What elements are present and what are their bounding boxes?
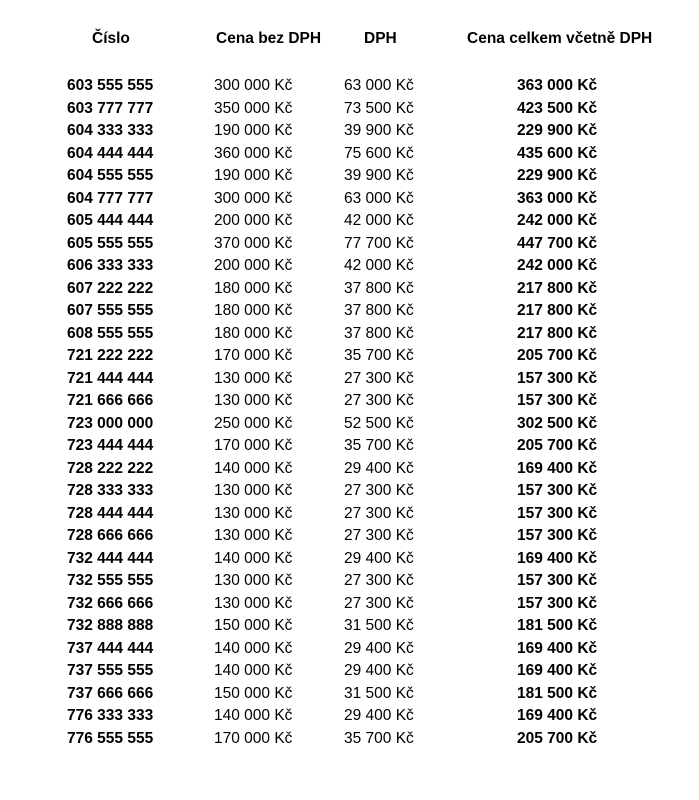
cell-dph: 29 400 Kč <box>344 549 414 567</box>
cell-cena-celkem: 181 500 Kč <box>517 617 598 634</box>
cell-cena-celkem: 217 800 Kč <box>517 324 598 342</box>
cell-cislo: 604 444 444 <box>67 144 154 162</box>
table-row <box>0 188 699 211</box>
header-cena-celkem: Cena celkem včetně DPH <box>467 30 653 47</box>
cell-cena-bez-dph: 130 000 Kč <box>214 572 293 589</box>
header-dph: DPH <box>364 30 397 47</box>
cell-cislo: 728 444 444 <box>67 504 154 522</box>
cell-dph: 63 000 Kč <box>344 189 414 207</box>
cell-cena-bez-dph: 190 000 Kč <box>214 122 293 139</box>
cell-cena-celkem: 169 400 Kč <box>517 639 598 657</box>
cell-cena-bez-dph: 370 000 Kč <box>214 234 293 252</box>
cell-cislo: 721 444 444 <box>67 369 154 387</box>
cell-cislo: 737 444 444 <box>67 639 154 657</box>
cell-cena-bez-dph: 300 000 Kč <box>214 77 293 94</box>
cell-cena-bez-dph: 200 000 Kč <box>214 212 293 229</box>
cell-cena-celkem: 242 000 Kč <box>517 212 598 229</box>
table-row <box>0 143 699 166</box>
cell-cena-celkem: 229 900 Kč <box>517 167 598 184</box>
cell-cislo: 776 555 555 <box>67 729 154 747</box>
cell-cena-bez-dph: 140 000 Kč <box>214 639 293 657</box>
cell-dph: 35 700 Kč <box>344 729 414 747</box>
cell-cena-bez-dph: 250 000 Kč <box>214 414 293 432</box>
header-cislo: Číslo <box>92 30 130 47</box>
cell-cena-celkem: 169 400 Kč <box>517 549 598 567</box>
cell-cena-bez-dph: 140 000 Kč <box>214 549 293 567</box>
table-row <box>0 75 699 98</box>
cell-cislo: 721 222 222 <box>67 347 154 364</box>
cell-cena-bez-dph: 170 000 Kč <box>214 729 293 747</box>
cell-dph: 31 500 Kč <box>344 684 414 702</box>
table-row <box>0 638 699 661</box>
cell-cena-bez-dph: 170 000 Kč <box>214 347 293 364</box>
cell-cena-celkem: 157 300 Kč <box>517 572 598 589</box>
cell-dph: 27 300 Kč <box>344 504 414 522</box>
table-row <box>0 390 699 413</box>
cell-cena-celkem: 205 700 Kč <box>517 729 598 747</box>
cell-dph: 73 500 Kč <box>344 99 414 117</box>
cell-cena-celkem: 169 400 Kč <box>517 662 598 679</box>
table-row <box>0 435 699 458</box>
cell-cislo: 732 666 666 <box>67 594 154 612</box>
table-row <box>0 705 699 728</box>
cell-cislo: 728 222 222 <box>67 459 154 477</box>
cell-dph: 37 800 Kč <box>344 279 414 297</box>
cell-cena-bez-dph: 140 000 Kč <box>214 459 293 477</box>
table-row <box>0 458 699 481</box>
cell-cena-celkem: 157 300 Kč <box>517 594 598 612</box>
cell-cislo: 608 555 555 <box>67 324 154 342</box>
cell-cislo: 723 444 444 <box>67 437 154 454</box>
cell-cena-celkem: 423 500 Kč <box>517 99 598 117</box>
cell-dph: 29 400 Kč <box>344 459 414 477</box>
table-row <box>0 368 699 391</box>
cell-cena-bez-dph: 350 000 Kč <box>214 99 293 117</box>
cell-cena-celkem: 217 800 Kč <box>517 302 598 319</box>
cell-cislo: 603 555 555 <box>67 77 154 94</box>
cell-dph: 35 700 Kč <box>344 347 414 364</box>
cell-cena-celkem: 157 300 Kč <box>517 482 598 499</box>
header-cena-bez-dph: Cena bez DPH <box>216 30 322 47</box>
cell-cislo: 607 555 555 <box>67 302 154 319</box>
table-row <box>0 525 699 548</box>
table-row <box>0 593 699 616</box>
cell-dph: 35 700 Kč <box>344 437 414 454</box>
cell-dph: 75 600 Kč <box>344 144 414 162</box>
cell-dph: 27 300 Kč <box>344 572 414 589</box>
table-row <box>0 683 699 706</box>
cell-cislo: 737 555 555 <box>67 662 154 679</box>
cell-cena-celkem: 302 500 Kč <box>517 414 598 432</box>
table-row <box>0 728 699 751</box>
cell-dph: 29 400 Kč <box>344 662 414 679</box>
cell-cena-celkem: 229 900 Kč <box>517 122 598 139</box>
cell-dph: 37 800 Kč <box>344 302 414 319</box>
cell-dph: 27 300 Kč <box>344 392 414 409</box>
cell-cislo: 732 444 444 <box>67 549 154 567</box>
cell-cena-bez-dph: 130 000 Kč <box>214 527 293 544</box>
cell-cena-bez-dph: 170 000 Kč <box>214 437 293 454</box>
cell-cena-celkem: 447 700 Kč <box>517 234 598 252</box>
cell-cislo: 728 666 666 <box>67 527 154 544</box>
table-row <box>0 413 699 436</box>
table-row <box>0 165 699 188</box>
cell-dph: 37 800 Kč <box>344 324 414 342</box>
cell-cislo: 607 222 222 <box>67 279 154 297</box>
cell-cislo: 604 333 333 <box>67 122 154 139</box>
cell-dph: 31 500 Kč <box>344 617 414 634</box>
cell-dph: 29 400 Kč <box>344 707 414 724</box>
table-row <box>0 615 699 638</box>
table-row <box>0 233 699 256</box>
cell-dph: 39 900 Kč <box>344 167 414 184</box>
table-header <box>0 30 699 52</box>
cell-cislo: 604 555 555 <box>67 167 154 184</box>
cell-dph: 27 300 Kč <box>344 482 414 499</box>
cell-cena-celkem: 435 600 Kč <box>517 144 598 162</box>
cell-cislo: 732 888 888 <box>67 617 154 634</box>
cell-cislo: 605 555 555 <box>67 234 154 252</box>
cell-dph: 52 500 Kč <box>344 414 414 432</box>
cell-cena-celkem: 157 300 Kč <box>517 392 598 409</box>
table-row <box>0 503 699 526</box>
cell-dph: 77 700 Kč <box>344 234 414 252</box>
cell-cena-celkem: 363 000 Kč <box>517 77 598 94</box>
cell-cena-celkem: 181 500 Kč <box>517 684 598 702</box>
cell-cena-bez-dph: 130 000 Kč <box>214 594 293 612</box>
cell-cislo: 732 555 555 <box>67 572 154 589</box>
cell-cena-bez-dph: 130 000 Kč <box>214 369 293 387</box>
table-row <box>0 660 699 683</box>
cell-cena-celkem: 157 300 Kč <box>517 504 598 522</box>
cell-cislo: 721 666 666 <box>67 392 154 409</box>
cell-cena-celkem: 157 300 Kč <box>517 527 598 544</box>
cell-dph: 27 300 Kč <box>344 527 414 544</box>
cell-cena-bez-dph: 190 000 Kč <box>214 167 293 184</box>
cell-cena-bez-dph: 140 000 Kč <box>214 662 293 679</box>
cell-cislo: 603 777 777 <box>67 99 154 117</box>
cell-cena-celkem: 157 300 Kč <box>517 369 598 387</box>
cell-cena-celkem: 169 400 Kč <box>517 707 598 724</box>
table-row <box>0 480 699 503</box>
cell-cena-bez-dph: 200 000 Kč <box>214 257 293 274</box>
table-body <box>0 75 699 750</box>
table-row <box>0 278 699 301</box>
table-row <box>0 255 699 278</box>
cell-cena-bez-dph: 150 000 Kč <box>214 617 293 634</box>
cell-cena-bez-dph: 300 000 Kč <box>214 189 293 207</box>
cell-dph: 42 000 Kč <box>344 257 414 274</box>
cell-cena-bez-dph: 360 000 Kč <box>214 144 293 162</box>
cell-dph: 39 900 Kč <box>344 122 414 139</box>
cell-cena-celkem: 205 700 Kč <box>517 347 598 364</box>
cell-cena-celkem: 169 400 Kč <box>517 459 598 477</box>
table-row <box>0 98 699 121</box>
cell-dph: 29 400 Kč <box>344 639 414 657</box>
cell-dph: 63 000 Kč <box>344 77 414 94</box>
cell-cislo: 723 000 000 <box>67 414 154 432</box>
cell-cislo: 737 666 666 <box>67 684 154 702</box>
table-row <box>0 548 699 571</box>
cell-cena-bez-dph: 140 000 Kč <box>214 707 293 724</box>
cell-cena-bez-dph: 180 000 Kč <box>214 279 293 297</box>
cell-dph: 42 000 Kč <box>344 212 414 229</box>
cell-cena-bez-dph: 180 000 Kč <box>214 324 293 342</box>
cell-cena-bez-dph: 150 000 Kč <box>214 684 293 702</box>
table-row <box>0 120 699 143</box>
cell-cena-bez-dph: 130 000 Kč <box>214 482 293 499</box>
table-row <box>0 570 699 593</box>
cell-cena-bez-dph: 130 000 Kč <box>214 392 293 409</box>
cell-cena-celkem: 205 700 Kč <box>517 437 598 454</box>
cell-cislo: 604 777 777 <box>67 189 154 207</box>
cell-cena-celkem: 363 000 Kč <box>517 189 598 207</box>
cell-cena-celkem: 217 800 Kč <box>517 279 598 297</box>
table-row <box>0 323 699 346</box>
cell-cislo: 728 333 333 <box>67 482 154 499</box>
cell-dph: 27 300 Kč <box>344 594 414 612</box>
cell-cislo: 605 444 444 <box>67 212 154 229</box>
table-row <box>0 210 699 233</box>
cell-cislo: 606 333 333 <box>67 257 154 274</box>
table-row <box>0 345 699 368</box>
cell-cislo: 776 333 333 <box>67 707 154 724</box>
cell-dph: 27 300 Kč <box>344 369 414 387</box>
cell-cena-celkem: 242 000 Kč <box>517 257 598 274</box>
table-row <box>0 300 699 323</box>
cell-cena-bez-dph: 180 000 Kč <box>214 302 293 319</box>
cell-cena-bez-dph: 130 000 Kč <box>214 504 293 522</box>
